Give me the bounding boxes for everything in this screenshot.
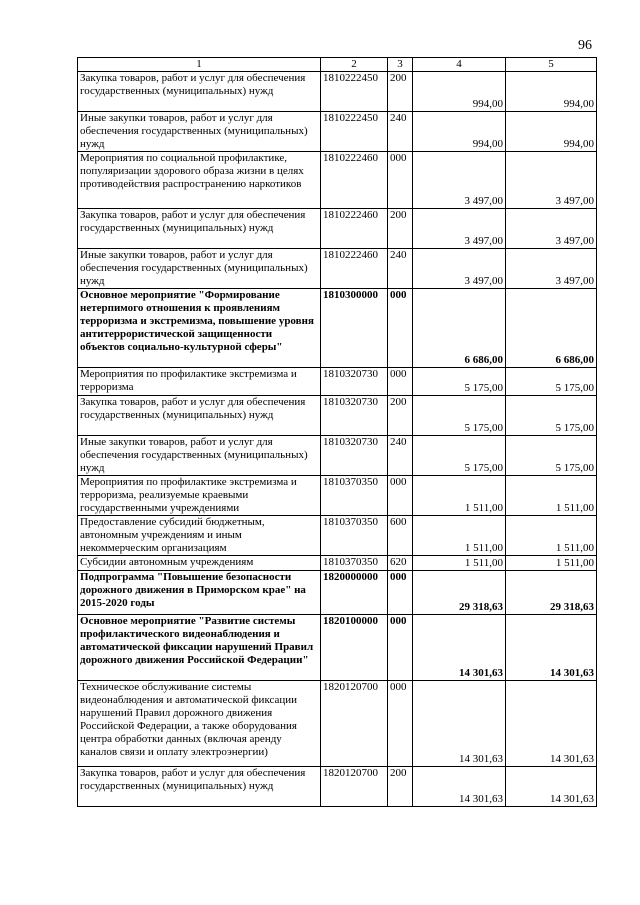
row-code-cell: 1820120700 [321, 681, 388, 767]
row-code-cell: 1810320730 [321, 368, 388, 396]
row-amount-year2: 5 175,00 [506, 396, 597, 436]
row-name-cell: Закупка товаров, работ и услуг для обеспечения государственных (муниципальных) нужд [78, 767, 321, 807]
row-amount-year1: 1 511,00 [413, 516, 506, 556]
row-amount-year1: 3 497,00 [413, 209, 506, 249]
row-amount-year2: 14 301,63 [506, 615, 597, 681]
row-amount-year1: 14 301,63 [413, 767, 506, 807]
table-row [78, 72, 597, 112]
row-amount-year1: 29 318,63 [413, 571, 506, 615]
row-amount-year1: 14 301,63 [413, 681, 506, 767]
row-amount-year1: 3 497,00 [413, 249, 506, 289]
row-code-cell: 1810300000 [321, 289, 388, 368]
row-amount-year1: 994,00 [413, 72, 506, 112]
row-code-cell: 1810370350 [321, 516, 388, 556]
row-amount-year2: 5 175,00 [506, 436, 597, 476]
table-row [78, 209, 597, 249]
row-amount-year2: 29 318,63 [506, 571, 597, 615]
row-type-cell: 200 [388, 72, 413, 112]
row-amount-year2: 6 686,00 [506, 289, 597, 368]
row-amount-year2: 1 511,00 [506, 516, 597, 556]
row-amount-year2: 1 511,00 [506, 476, 597, 516]
row-amount-year1: 5 175,00 [413, 396, 506, 436]
row-name-cell: Основное мероприятие "Развитие системы профилактического видеонаблюдения и автоматической фиксации нарушений Правил дорожного движения Российской Федерации" [78, 615, 321, 681]
row-type-cell: 240 [388, 436, 413, 476]
row-amount-year2: 3 497,00 [506, 209, 597, 249]
row-amount-year1: 994,00 [413, 112, 506, 152]
header-row [78, 58, 597, 72]
row-code-cell: 1810320730 [321, 436, 388, 476]
row-name-cell: Подпрограмма "Повышение безопасности дорожного движения в Приморском крае" на 2015-2020 годы [78, 571, 321, 615]
table-row [78, 556, 597, 571]
row-code-cell: 1810370350 [321, 556, 388, 571]
row-type-cell: 200 [388, 396, 413, 436]
table-row [78, 112, 597, 152]
row-type-cell: 200 [388, 209, 413, 249]
table-row [78, 476, 597, 516]
row-amount-year2: 1 511,00 [506, 556, 597, 571]
row-name-cell: Иные закупки товаров, работ и услуг для обеспечения государственных (муниципальных) нужд [78, 436, 321, 476]
table-row [78, 767, 597, 807]
table-row [78, 249, 597, 289]
row-amount-year2: 14 301,63 [506, 681, 597, 767]
row-amount-year2: 5 175,00 [506, 368, 597, 396]
table-row [78, 571, 597, 615]
row-name-cell: Закупка товаров, работ и услуг для обеспечения государственных (муниципальных) нужд [78, 396, 321, 436]
row-amount-year1: 14 301,63 [413, 615, 506, 681]
row-code-cell: 1810222450 [321, 112, 388, 152]
row-amount-year1: 1 511,00 [413, 476, 506, 516]
row-name-cell: Мероприятия по профилактике экстремизма и терроризма [78, 368, 321, 396]
row-amount-year2: 3 497,00 [506, 152, 597, 209]
row-code-cell: 1820100000 [321, 615, 388, 681]
row-type-cell: 000 [388, 476, 413, 516]
row-amount-year2: 14 301,63 [506, 767, 597, 807]
row-amount-year1: 5 175,00 [413, 436, 506, 476]
row-type-cell: 000 [388, 681, 413, 767]
row-type-cell: 240 [388, 112, 413, 152]
row-name-cell: Предоставление субсидий бюджетным, автономным учреждениям и иным некоммерческим организациям [78, 516, 321, 556]
row-amount-year1: 1 511,00 [413, 556, 506, 571]
table-row [78, 681, 597, 767]
row-type-cell: 000 [388, 152, 413, 209]
table-row [78, 289, 597, 368]
table-row [78, 516, 597, 556]
budget-table [77, 57, 597, 807]
row-amount-year2: 994,00 [506, 112, 597, 152]
row-name-cell: Закупка товаров, работ и услуг для обеспечения государственных (муниципальных) нужд [78, 72, 321, 112]
row-name-cell: Техническое обслуживание системы видеонаблюдения и автоматической фиксации нарушений Правил дорожного движения Российской Федерации, а также оборудования центра обработки данных (включая аренду каналов связи и оплату электроэнергии) [78, 681, 321, 767]
row-name-cell: Субсидии автономным учреждениям [78, 556, 321, 571]
row-type-cell: 000 [388, 289, 413, 368]
row-amount-year2: 994,00 [506, 72, 597, 112]
table-row [78, 615, 597, 681]
row-code-cell: 1810222450 [321, 72, 388, 112]
header-code: 2 [321, 58, 388, 72]
row-type-cell: 620 [388, 556, 413, 571]
row-code-cell: 1810222460 [321, 249, 388, 289]
row-name-cell: Основное мероприятие "Формирование нетерпимого отношения к проявлениям терроризма и экстремизма, повышение уровня антитеррористической защищенности объектов социально-культурной сферы" [78, 289, 321, 368]
row-code-cell: 1810370350 [321, 476, 388, 516]
row-amount-year2: 3 497,00 [506, 249, 597, 289]
row-name-cell: Мероприятия по социальной профилактике, популяризации здорового образа жизни в целях противодействия распространению наркотиков [78, 152, 321, 209]
header-name: 1 [78, 58, 321, 72]
row-code-cell: 1820120700 [321, 767, 388, 807]
row-type-cell: 200 [388, 767, 413, 807]
header-year2: 5 [506, 58, 597, 72]
row-code-cell: 1810320730 [321, 396, 388, 436]
header-year1: 4 [413, 58, 506, 72]
table-body [78, 72, 597, 807]
row-amount-year1: 3 497,00 [413, 152, 506, 209]
row-code-cell: 1810222460 [321, 209, 388, 249]
row-code-cell: 1810222460 [321, 152, 388, 209]
row-type-cell: 000 [388, 615, 413, 681]
table-row [78, 436, 597, 476]
table-row [78, 396, 597, 436]
table-row [78, 368, 597, 396]
row-type-cell: 240 [388, 249, 413, 289]
row-name-cell: Закупка товаров, работ и услуг для обеспечения государственных (муниципальных) нужд [78, 209, 321, 249]
row-code-cell: 1820000000 [321, 571, 388, 615]
row-type-cell: 000 [388, 571, 413, 615]
row-name-cell: Иные закупки товаров, работ и услуг для обеспечения государственных (муниципальных) нужд [78, 112, 321, 152]
row-type-cell: 600 [388, 516, 413, 556]
row-name-cell: Иные закупки товаров, работ и услуг для обеспечения государственных (муниципальных) нужд [78, 249, 321, 289]
row-type-cell: 000 [388, 368, 413, 396]
page-number: 96 [578, 38, 592, 53]
table-row [78, 152, 597, 209]
row-amount-year1: 6 686,00 [413, 289, 506, 368]
row-amount-year1: 5 175,00 [413, 368, 506, 396]
header-type: 3 [388, 58, 413, 72]
row-name-cell: Мероприятия по профилактике экстремизма и терроризма, реализуемые краевыми государственными учреждениями [78, 476, 321, 516]
